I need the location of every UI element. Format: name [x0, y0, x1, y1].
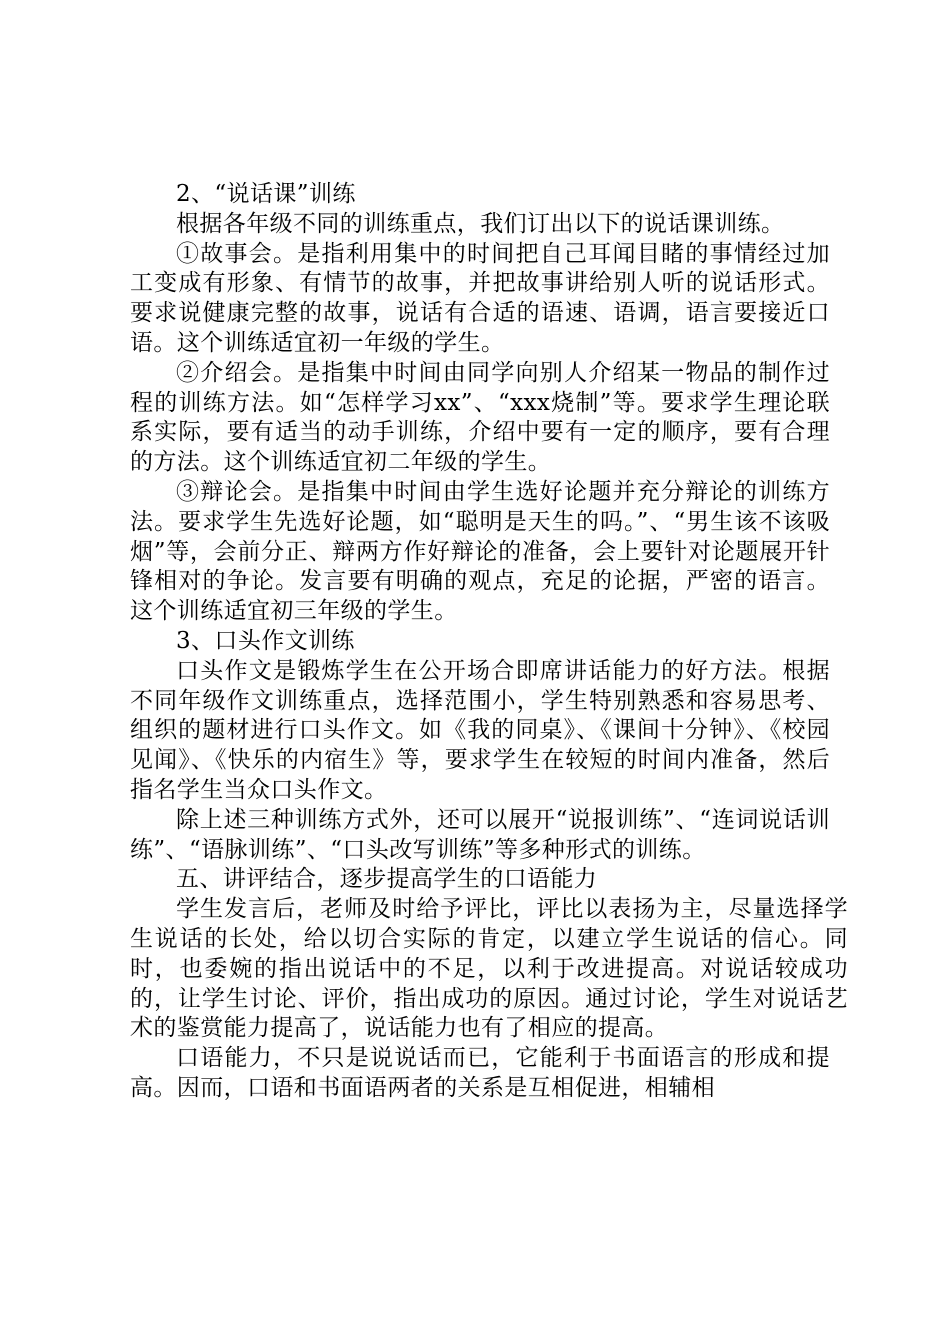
heading-section-five: 五、讲评结合，逐步提高学生的口语能力	[176, 866, 598, 893]
paragraph-introduction-meeting: ②介绍会。是指集中时间由同学向别人介绍某一物品的制作过程的训练方法。如“怎样学习xx”、“xxx烧制”等。要求学生理论联系实际，要有适当的动手训练，介绍中要有一定的顺序，要有合理的方法。这个训练适宜初二年级的学生。	[130, 359, 830, 476]
paragraph-other-training-forms: 除上述三种训练方式外，还可以展开“说报训练”、“连词说话训练”、“语脉训练”、“口头改写训练”等多种形式的训练。	[130, 806, 830, 863]
paragraph-story-meeting: ①故事会。是指利用集中的时间把自己耳闻目睹的事情经过加工变成有形象、有情节的故事，并把故事讲给别人听的说话形式。要求说健康完整的故事，说话有合适的语速、语调，语言要接近口语。这个训练适宜初一年级的学生。	[130, 240, 830, 356]
paragraph-debate-meeting: ③辩论会。是指集中时间由学生选好论题并充分辩论的训练方法。要求学生先选好论题，如“聪明是天生的吗。”、“男生该不该吸烟”等，会前分正、辩两方作好辩论的准备，会上要针对论题展开针锋相对的争论。发言要有明确的观点，充足的论据，严密的语言。这个训练适宜初三年级的学生。	[130, 478, 830, 625]
document-body	[130, 180, 848, 1104]
paragraph-evaluation: 学生发言后，老师及时给予评比，评比以表扬为主，尽量选择学生说话的长处，给以切合实际的肯定，以建立学生说话的信心。同时，也委婉的指出说话中的不足，以利于改进提高。对说话较成功的，让学生讨论、评价，指出成功的原因。通过讨论，学生对说话艺术的鉴赏能力提高了，说话能力也有了相应的提高。	[130, 896, 848, 1042]
paragraph-intro: 根据各年级不同的训练重点，我们订出以下的说话课训练。	[176, 210, 785, 237]
heading-oral-composition-training: 3、口头作文训练	[176, 627, 355, 654]
paragraph-oral-composition: 口头作文是锻炼学生在公开场合即席讲话能力的好方法。根据不同年级作文训练重点，选择范围小，学生特别熟悉和容易思考、组织的题材进行口头作文。如《我的同桌》、《课间十分钟》、《校园见闻》、《快乐的内宿生》等，要求学生在较短的时间内准备，然后指名学生当众口头作文。	[130, 657, 830, 803]
paragraph-oral-ability: 口语能力，不只是说说话而已，它能利于书面语言的形成和提高。因而，口语和书面语两者的关系是互相促进，相辅相	[130, 1045, 830, 1101]
heading-speaking-class-training: 2、“说话课”训练	[176, 181, 356, 207]
